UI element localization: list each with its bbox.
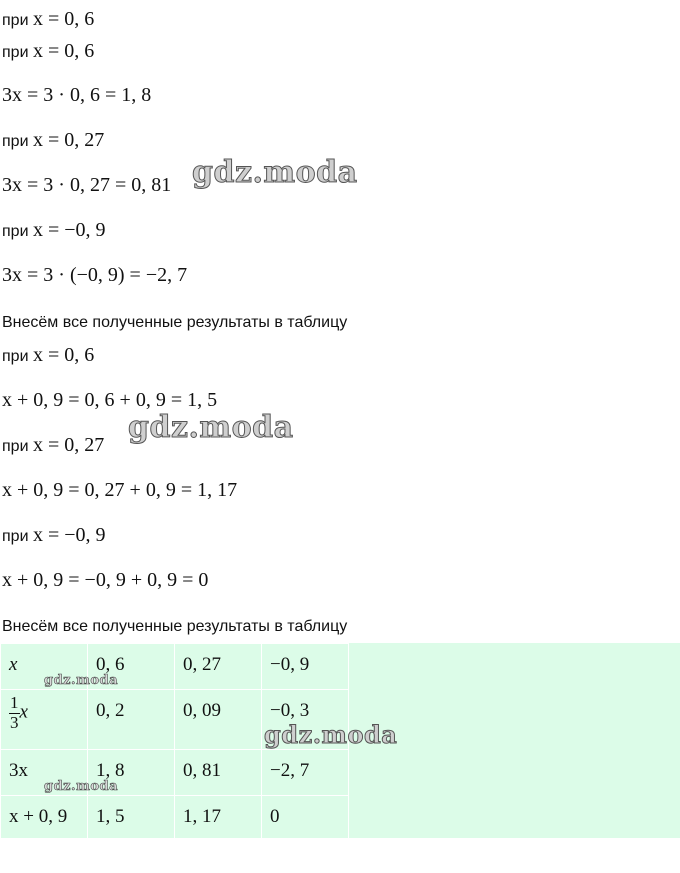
line-text: при — [2, 348, 33, 365]
summary-line-8 — [2, 312, 347, 332]
line-text: при — [2, 44, 33, 61]
value-cell: −0, 9 — [262, 644, 349, 690]
value-cell: 0, 09 — [175, 690, 262, 750]
condition-line-13 — [2, 524, 106, 547]
value-cell: −2, 7 — [262, 750, 349, 796]
condition-line-1 — [2, 8, 94, 31]
watermark: gdz.moda — [44, 673, 119, 688]
line-text: при — [2, 223, 33, 240]
value-cell: 0, 27 — [175, 644, 262, 690]
value-cell: 1, 17 — [175, 796, 262, 839]
formula-line-14 — [2, 569, 208, 592]
watermark: gdz.moda — [264, 720, 398, 749]
line-math: x + 0, 9 = 0, 27 + 0, 9 = 1, 17 — [2, 479, 238, 501]
condition-line-6 — [2, 219, 106, 242]
value-cell: 0, 81 — [175, 750, 262, 796]
row-header-cell — [1, 690, 88, 750]
line-text: Внесём все полученные результаты в таблицу — [2, 618, 348, 635]
line-math: 3x = 3 · (−0, 9) = −2, 7 — [2, 264, 188, 286]
watermark: gdz.moda — [44, 779, 119, 794]
row-header: x — [9, 654, 18, 675]
value-cell: 0, 6 — [88, 644, 175, 690]
value-cell: −0, 3 — [262, 690, 349, 750]
line-math: x = 0, 27 — [32, 129, 105, 151]
line-math: x = 0, 6 — [32, 8, 95, 30]
watermark: gdz.moda — [128, 410, 294, 445]
condition-line-4 — [2, 129, 104, 152]
value-cell: 1, 8 — [88, 750, 175, 796]
formula-line-5 — [2, 174, 171, 197]
line-text: при — [2, 133, 33, 150]
line-math: x = 0, 27 — [32, 434, 105, 456]
formula-line-3 — [2, 84, 151, 107]
table-row — [1, 796, 349, 839]
row-header: x + 0, 9 — [9, 806, 68, 827]
value-cell: 0, 2 — [88, 690, 175, 750]
condition-line-2 — [2, 40, 94, 63]
row-header-cell — [1, 796, 88, 839]
formula-line-10 — [2, 389, 217, 412]
line-math: x + 0, 9 = 0, 6 + 0, 9 = 1, 5 — [2, 389, 218, 411]
value-cell: 0 — [262, 796, 349, 839]
line-text: Внесём все полученные результаты в таблицу — [2, 314, 348, 331]
line-math: x = 0, 6 — [32, 40, 95, 62]
line-text: при — [2, 528, 33, 545]
line-text: при — [2, 438, 33, 455]
fraction-denominator: 3 — [10, 712, 19, 732]
line-math: x = 0, 6 — [32, 344, 95, 366]
value-cell: 1, 5 — [88, 796, 175, 839]
condition-line-9 — [2, 344, 94, 367]
formula-line-12 — [2, 479, 237, 502]
fraction — [9, 694, 20, 732]
line-math: x = −0, 9 — [32, 524, 106, 546]
formula-line-7 — [2, 264, 187, 287]
line-math: 3x = 3 · 0, 6 = 1, 8 — [2, 84, 152, 106]
summary-line-15 — [2, 616, 347, 636]
line-math: x = −0, 9 — [32, 219, 106, 241]
line-math: x + 0, 9 = −0, 9 + 0, 9 = 0 — [2, 569, 209, 591]
watermark: gdz.moda — [192, 155, 358, 190]
row-header-variable: x — [19, 701, 28, 723]
line-math: 3x = 3 · 0, 27 = 0, 81 — [2, 174, 172, 196]
condition-line-11 — [2, 434, 104, 457]
row-header: 3x — [9, 760, 28, 781]
fraction-numerator: 1 — [10, 693, 19, 712]
line-text: при — [2, 12, 33, 29]
